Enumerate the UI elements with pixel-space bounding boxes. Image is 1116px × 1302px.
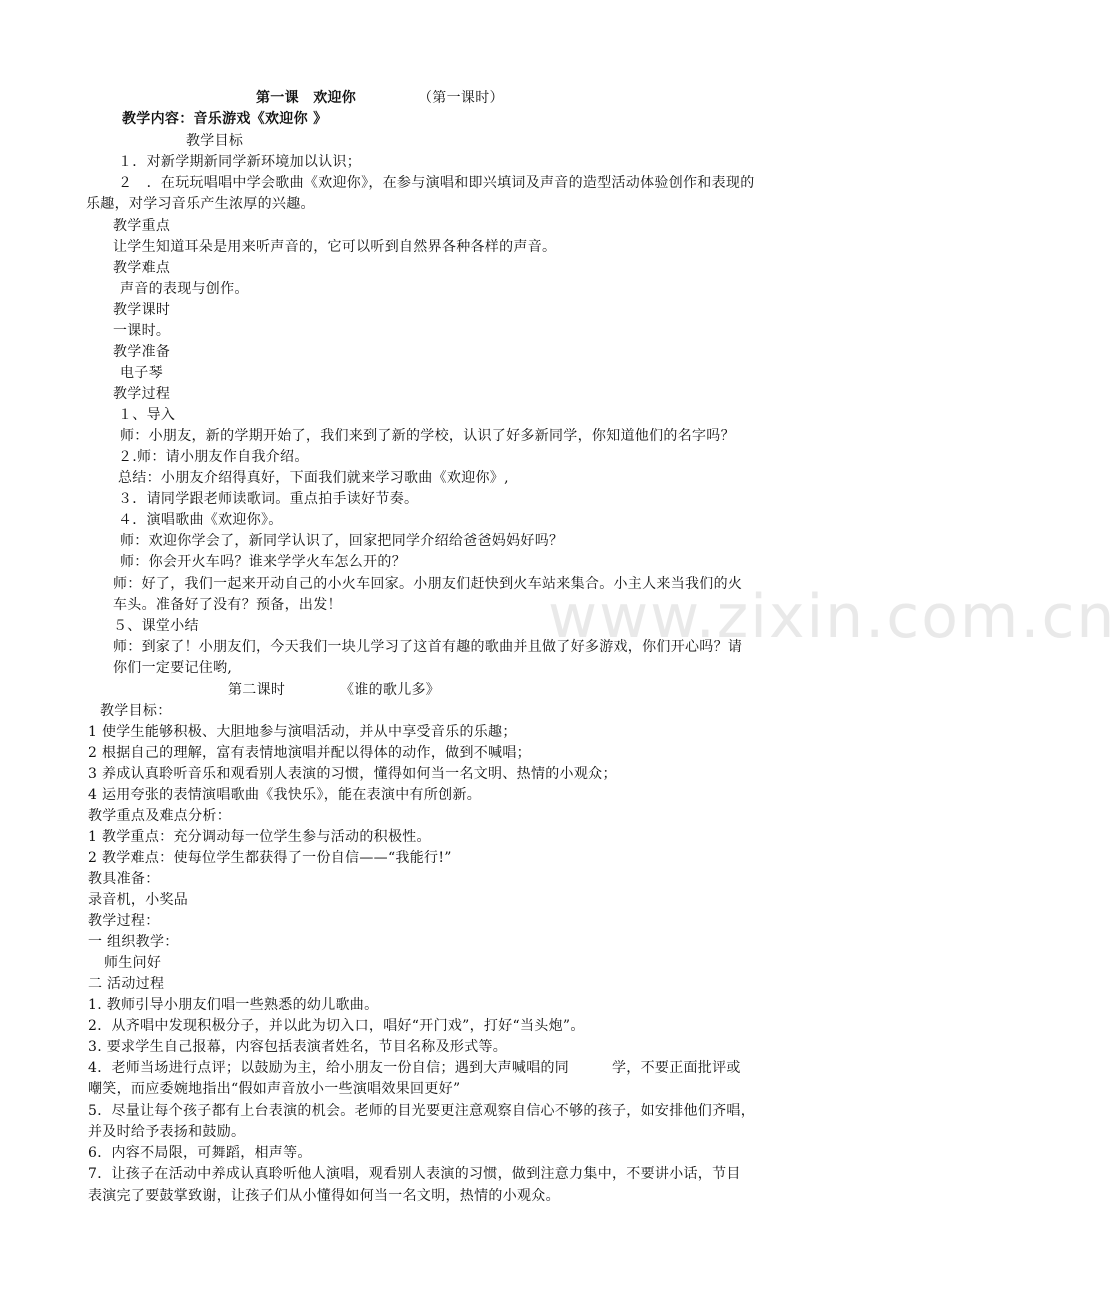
lesson1-goal-2-cont: 乐趣，对学习音乐产生浓厚的兴趣。 xyxy=(86,196,315,212)
lesson1-key: 让学生知道耳朵是用来听声音的，它可以听到自然界各种各样的声音。 xyxy=(113,239,557,255)
lesson2-title: 第二课时 xyxy=(228,682,286,698)
lesson2-goal-3: 3 养成认真聆听音乐和观看别人表演的习惯，懂得如何当一名文明、热情的小观众； xyxy=(88,766,617,782)
lesson2-tools: 录音机，小奖品 xyxy=(88,892,189,908)
lesson2-key: 1 教学重点：充分调动每一位学生参与活动的积极性。 xyxy=(88,829,431,845)
lesson1-summary: 总结：小朋友介绍得真好，下面我们就来学习歌曲《欢迎你》, xyxy=(118,470,509,486)
lesson2-activity-5-cont: 并及时给予表扬和鼓励。 xyxy=(88,1124,246,1140)
lesson2-greeting: 师生问好 xyxy=(104,955,162,971)
lesson2-song: 《谁的歌儿多》 xyxy=(340,682,441,698)
lesson2-section-1: 一 组织教学： xyxy=(88,934,179,950)
watermark: www.zixin.com.cn xyxy=(548,582,1116,652)
lesson2-activity-4-cont: 嘲笑，而应委婉地指出“假如声音放小一些演唱效果回更好” xyxy=(88,1081,461,1097)
lesson2-activity-2: 2．从齐唱中发现积极分子，并以此为切入口，唱好“开门戏”，打好“当头炮”。 xyxy=(88,1018,585,1034)
lesson1-step-text: 师：你会开火车吗？谁来学学火车怎么开的？ xyxy=(120,554,406,570)
lesson2-tools-heading: 教具准备： xyxy=(88,871,160,887)
lesson1-step-4: ４．演唱歌曲《欢迎你》。 xyxy=(118,512,283,528)
lesson1-goal-1: １．对新学期新同学新环境加以认识； xyxy=(118,154,362,170)
lesson2-section-2: 二 活动过程 xyxy=(88,976,165,992)
lesson2-keydiff-heading: 教学重点及难点分析： xyxy=(88,808,231,824)
lesson2-difficulty: 2 教学难点：使每位学生都获得了一份自信——“我能行!” xyxy=(88,850,452,866)
lesson1-key-heading: 教学重点 xyxy=(113,218,171,234)
lesson1-content: 教学内容：音乐游戏《欢迎你 》 xyxy=(122,111,328,127)
lesson2-goals-heading: 教学目标： xyxy=(100,703,172,719)
lesson1-goal-2: ２ ．在玩玩唱唱中学会歌曲《欢迎你》，在参与演唱和即兴填词及声音的造型活动体验创作和表现的 xyxy=(118,175,755,191)
lesson1-hours: 一课时。 xyxy=(113,323,171,339)
lesson1-step-5: ５、课堂小结 xyxy=(113,618,199,634)
lesson1-closing: 师：到家了！小朋友们，今天我们一块儿学习了这首有趣的歌曲并且做了好多游戏，你们开心吗？请 xyxy=(113,639,743,655)
lesson2-goal-1: 1 使学生能够积极、大胆地参与演唱活动，并从中享受音乐的乐趣； xyxy=(88,724,517,740)
lesson2-process-heading: 教学过程： xyxy=(88,913,160,929)
lesson2-goal-4: 4 运用夸张的表情演唱歌曲《我快乐》，能在表演中有所创新。 xyxy=(88,787,482,803)
lesson1-period: （第一课时） xyxy=(418,90,504,106)
lesson2-activity-4: 4．老师当场进行点评；以鼓励为主，给小朋友一份自信；遇到大声喊唱的同 学，不要正面批评或 xyxy=(88,1060,741,1076)
lesson1-step-1: １、导入 xyxy=(118,407,176,423)
lesson1-step-text: 师：好了，我们一起来开动自己的小火车回家。小朋友们赶快到火车站来集合。小主人来当我们的火 xyxy=(113,576,743,592)
lesson1-step-3: ３．请同学跟老师读歌词。重点拍手读好节奏。 xyxy=(118,491,419,507)
lesson1-difficulty-heading: 教学难点 xyxy=(113,260,171,276)
lesson2-activity-7-cont: 表演完了要鼓掌致谢，让孩子们从小懂得如何当一名文明，热情的小观众。 xyxy=(88,1188,560,1204)
lesson2-activity-6: 6．内容不局限，可舞蹈，相声等。 xyxy=(88,1145,312,1161)
lesson1-title: 第一课 欢迎你 xyxy=(256,90,357,106)
lesson2-goal-2: 2 根据自己的理解，富有表情地演唱并配以得体的动作，做到不喊唱； xyxy=(88,745,531,761)
lesson2-activity-7: 7．让孩子在活动中养成认真聆听他人演唱，观看别人表演的习惯，做到注意力集中，不要讲小话，节目 xyxy=(88,1166,741,1182)
lesson1-closing-cont: 你们一定要记住哟, xyxy=(113,660,233,676)
lesson1-prep-heading: 教学准备 xyxy=(113,344,171,360)
lesson1-goals-heading: 教学目标 xyxy=(186,133,244,149)
lesson2-activity-3: 3. 要求学生自己报幕，内容包括表演者姓名，节目名称及形式等。 xyxy=(88,1039,508,1055)
lesson2-activity-1: 1. 教师引导小朋友们唱一些熟悉的幼儿歌曲。 xyxy=(88,997,379,1013)
lesson1-step-text: 师：欢迎你学会了，新同学认识了，回家把同学介绍给爸爸妈妈好吗？ xyxy=(120,533,564,549)
lesson1-difficulty: 声音的表现与创作。 xyxy=(120,281,249,297)
lesson2-activity-5: 5．尽量让每个孩子都有上台表演的机会。老师的目光要更注意观察自信心不够的孩子，如安排他们齐唱， xyxy=(88,1103,756,1119)
lesson1-step-text: 师：小朋友，新的学期开始了，我们来到了新的学校，认识了好多新同学，你知道他们的名字吗？ xyxy=(120,428,735,444)
lesson1-step-2: ２.师：请小朋友作自我介绍。 xyxy=(118,449,309,465)
lesson1-step-text-cont: 车头。准备好了没有？预备，出发！ xyxy=(113,597,342,613)
lesson1-process-heading: 教学过程 xyxy=(113,386,171,402)
lesson1-hours-heading: 教学课时 xyxy=(113,302,171,318)
lesson1-prep: 电子琴 xyxy=(120,365,163,381)
